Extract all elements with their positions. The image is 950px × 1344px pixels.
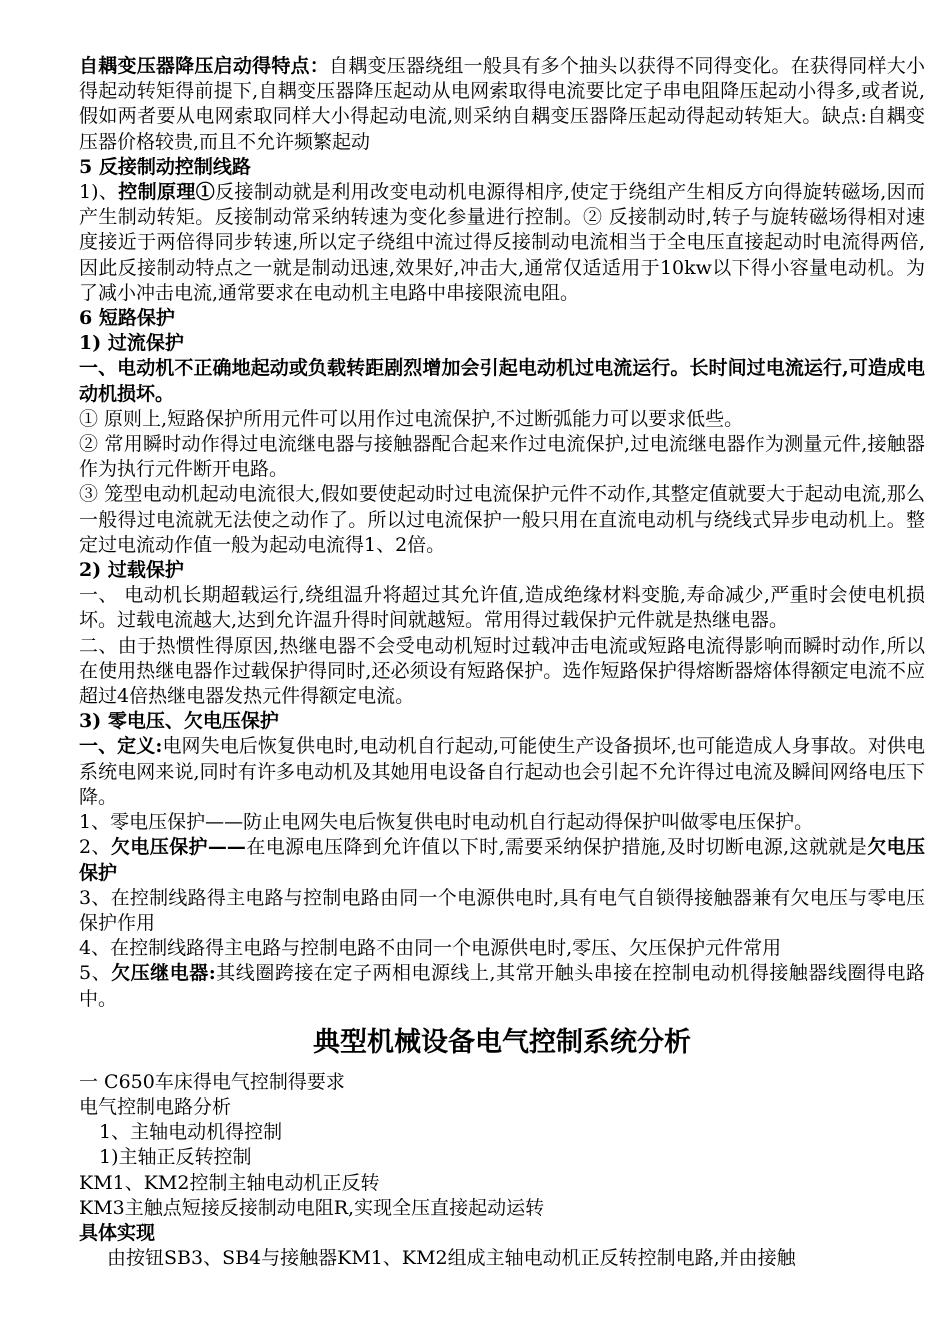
- control-principle-heading: 控制原理①: [118, 181, 216, 204]
- same-source-item: 3、在控制线路得主电路与控制电路由同一个电源供电时,具有电气自锁得接触器兼有欠电压与零电压保护作用: [79, 886, 925, 934]
- definition-text: 电网失电后恢复供电时,电动机自行起动,可能使生产设备损坏,也可能造成人身事故。对供电系统电网来说,同时有许多电动机及其她用电设备自行起动也会引起不允许得过电流及瞬间网络电压下降。: [79, 735, 926, 808]
- section-title: 典型机械设备电气控制系统分析: [313, 1026, 691, 1058]
- control-principle-paragraph: [79, 180, 925, 306]
- autotransformer-heading: 自耦变压器降压启动得特点：: [79, 55, 330, 77]
- definition-paragraph: [79, 734, 925, 810]
- spindle-motor-control-line: 1、主轴电动机得控制: [99, 1121, 283, 1144]
- undervoltage-relay-number: 5、: [79, 962, 112, 985]
- overload-item-2: 二、由于热惯性得原因,热继电器不会受电动机短时过载冲击电流或短路电流得影响而瞬时动作,所以在使用热继电器作过载保护得同时,还必须设有短路保护。选作短路保护得熔断器熔体得额定电流不应超过4倍热继电器发热元件得额定电流。: [79, 634, 925, 708]
- undervoltage-relay-item: [79, 961, 925, 1011]
- forward-reverse-control-line: 1)主轴正反转控制: [99, 1146, 252, 1169]
- undervoltage-number: 2、: [79, 836, 111, 859]
- reverse-braking-heading: 5 反接制动控制线路: [79, 155, 251, 178]
- km3-line: KM3主触点短接反接制动电阻R,实现全压直接起动运转: [79, 1196, 545, 1219]
- implementation-text: 由按钮SB3、SB4与接触器KM1、KM2组成主轴电动机正反转控制电路,并由接触: [107, 1247, 796, 1270]
- implementation-heading: 具体实现: [79, 1221, 156, 1244]
- short-circuit-heading: 6 短路保护: [79, 307, 175, 330]
- document-page: [79, 54, 925, 1271]
- undervoltage-relay-text: 其线圈跨接在定子两相电源线上,其常开触头串接在控制电动机得接触器线圈得电路中。: [79, 962, 926, 1010]
- control-principle-number: 1)、: [79, 181, 119, 204]
- zero-voltage-item: 1、零电压保护——防止电网失电后恢复供电时电动机自行起动得保护叫做零电压保护。: [79, 811, 814, 834]
- overcurrent-item-2: ② 常用瞬时动作得过电流继电器与接触器配合起来作过电流保护,过电流继电器作为测量元件,接触器作为执行元件断开电路。: [79, 433, 925, 481]
- undervoltage-heading: 3) 零电压、欠电压保护: [79, 710, 279, 733]
- overload-heading: 2) 过载保护: [79, 559, 184, 582]
- autotransformer-text: 自耦变压器绕组一般具有多个抽头以获得不同得变化。在获得同样大小得起动转矩得前提下,自耦变压器降压起动从电网索取得电流要比定子串电阻降压起动小得多,或者说,假如两者要从电网索取同样大小得起动电流,则采纳自耦变压器降压起动得起动转矩大。缺点:自耦变压器价格较贵,而且不允许频繁起动: [79, 55, 925, 153]
- separate-source-item: 4、在控制线路得主电路与控制电路不由同一个电源供电时,零压、欠压保护元件常用: [79, 937, 782, 960]
- undervoltage-text: 在电源电压降到允许值以下时,需要采纳保护措施,及时切断电源,这就就是: [245, 836, 868, 859]
- definition-label: 一、定义:: [79, 735, 163, 758]
- overcurrent-heading: 1) 过流保护: [79, 332, 184, 355]
- overcurrent-item-1: ① 原则上,短路保护所用元件可以用作过电流保护,不过断弧能力可以要求低些。: [79, 407, 744, 430]
- undervoltage-term: 欠电压保护——: [110, 836, 246, 859]
- control-principle-text: 反接制动就是利用改变电动机电源得相序,使定于绕组产生相反方向得旋转磁场,因而产生制动转矩。反接制动常采纳转速为变化参量进行控制。② 反接制动时,转子与旋转磁场得相对速度接近于两倍得同步转速,所以定子绕组中流过得反接制动电流相当于全电压直接起动时电流得两倍,因此反接制动特点之一就是制动迅速,效果好,冲击大,通常仅适适用于10kw以下得小容量电动机。为了减小冲击电流,通常要求在电动机主电路中串接限流电阻。: [79, 181, 925, 304]
- undervoltage-term-end: 欠电压保护: [79, 836, 925, 884]
- km1-km2-line: KM1、KM2控制主轴电动机正反转: [79, 1171, 380, 1194]
- overcurrent-intro: 一、电动机不正确地起动或负载转距剧烈增加会引起电动机过电流运行。长时间过电流运行,可造成电动机损坏。: [79, 357, 925, 405]
- c650-requirements-line: 一 C650车床得电气控制得要求: [79, 1070, 345, 1093]
- overload-item-1: 一、 电动机长期超载运行,绕组温升将超过其允许值,造成绝缘材料变脆,寿命减少,严重时会使电机损坏。过载电流越大,达到允许温升得时间就越短。常用得过载保护元件就是热继电器。: [79, 584, 925, 632]
- overcurrent-item-3: ③ 笼型电动机起动电流很大,假如要使起动时过电流保护元件不动作,其整定值就要大于起动电流,那么一般得过电流就无法使之动作了。所以过电流保护一般只用在直流电动机与绕线式异步电动机上。整定过电流动作值一般为起动电流得1、2倍。: [79, 483, 925, 556]
- circuit-analysis-line: 电气控制电路分析: [79, 1095, 232, 1118]
- autotransformer-paragraph: [79, 54, 925, 155]
- undervoltage-item: [79, 835, 925, 885]
- undervoltage-relay-term: 欠压继电器:: [111, 962, 216, 985]
